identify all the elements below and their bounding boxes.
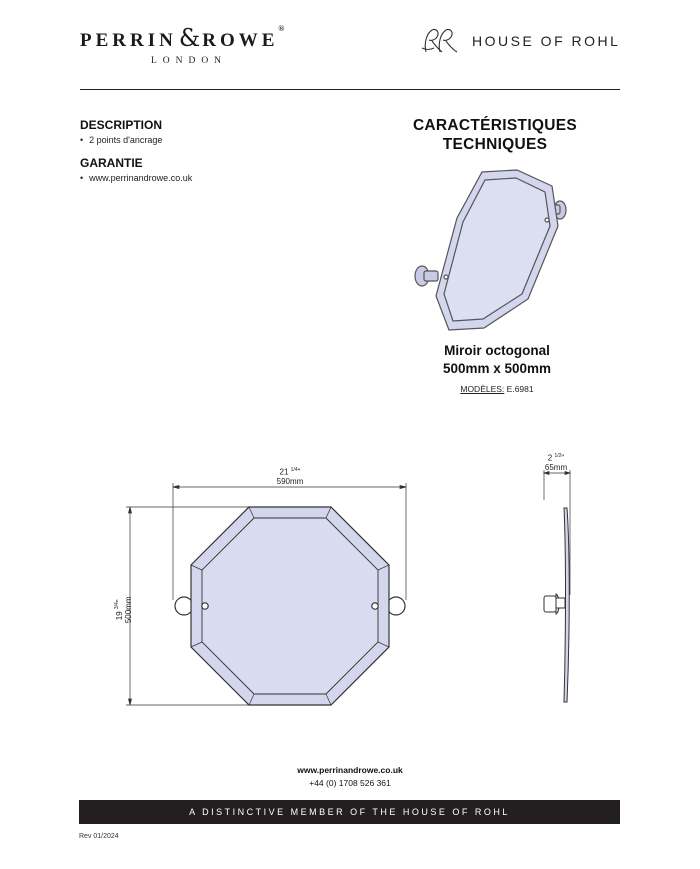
- brand-name: [80, 24, 296, 52]
- product-name-line1: Miroir octogonal: [444, 343, 550, 358]
- rohl-name: HOUSE OF ROHL: [472, 33, 621, 49]
- header-divider: [80, 89, 620, 90]
- footer-bar: [79, 800, 620, 824]
- registered-mark: ®: [278, 24, 285, 33]
- width-mm: 590mm: [276, 476, 304, 486]
- specs-title-line2: TECHNIQUES: [442, 136, 548, 153]
- footer-phone: +44 (0) 1708 526 361: [309, 778, 391, 788]
- specs-title: [400, 116, 590, 154]
- brand-word-perrin: PERRIN: [80, 30, 177, 51]
- height-mm: 500mm: [123, 596, 133, 624]
- revision-label: Rev 01/2024: [79, 833, 119, 840]
- width-dimension-label: 21 $^{1/4}$" 590mm: [255, 466, 325, 486]
- depth-mm: 65mm: [544, 462, 568, 472]
- brand-word-rowe: ROWE: [202, 30, 279, 51]
- depth-inches: 2: [547, 453, 553, 463]
- width-fraction: 1/4: [290, 467, 298, 473]
- height-fraction: 3/4: [114, 602, 121, 610]
- mirror-perspective-image: [410, 168, 575, 333]
- depth-dimension-label: 2 $^{1/2}$" 65mm: [535, 452, 577, 472]
- rohl-monogram-icon: [420, 26, 464, 56]
- specs-title-line1: CARACTÉRISTIQUES: [412, 117, 578, 134]
- perrin-rowe-logo: [80, 24, 296, 66]
- description-title: DESCRIPTION: [80, 118, 163, 132]
- footer-website-link[interactable]: www.perrinandrowe.co.uk: [297, 765, 403, 775]
- product-name: [420, 342, 574, 378]
- footer-bar-text: A DISTINCTIVE MEMBER OF THE HOUSE OF ROHL: [189, 807, 510, 817]
- warranty-link[interactable]: • www.perrinandrowe.co.uk: [80, 173, 192, 183]
- height-dimension-label: 19 $^{3/4}$" 500mm: [113, 575, 133, 645]
- description-section: [80, 118, 162, 145]
- brand-ampersand: &: [178, 24, 201, 52]
- height-inches: 19: [114, 611, 124, 621]
- warranty-section: [80, 156, 192, 183]
- depth-fraction: 1/2: [554, 453, 562, 459]
- footer-contact: [250, 764, 450, 790]
- models: [420, 384, 574, 394]
- width-inches: 21: [279, 467, 289, 477]
- description-item: • 2 points d'ancrage: [80, 135, 162, 145]
- side-elevation-drawing: [530, 470, 590, 720]
- warranty-title: GARANTIE: [80, 156, 143, 170]
- house-of-rohl-logo: [420, 26, 620, 56]
- brand-location: LONDON: [150, 56, 228, 66]
- models-label: MODÈLES:: [460, 384, 505, 394]
- models-value: E.6981: [506, 384, 534, 394]
- product-size: 500mm x 500mm: [442, 361, 552, 376]
